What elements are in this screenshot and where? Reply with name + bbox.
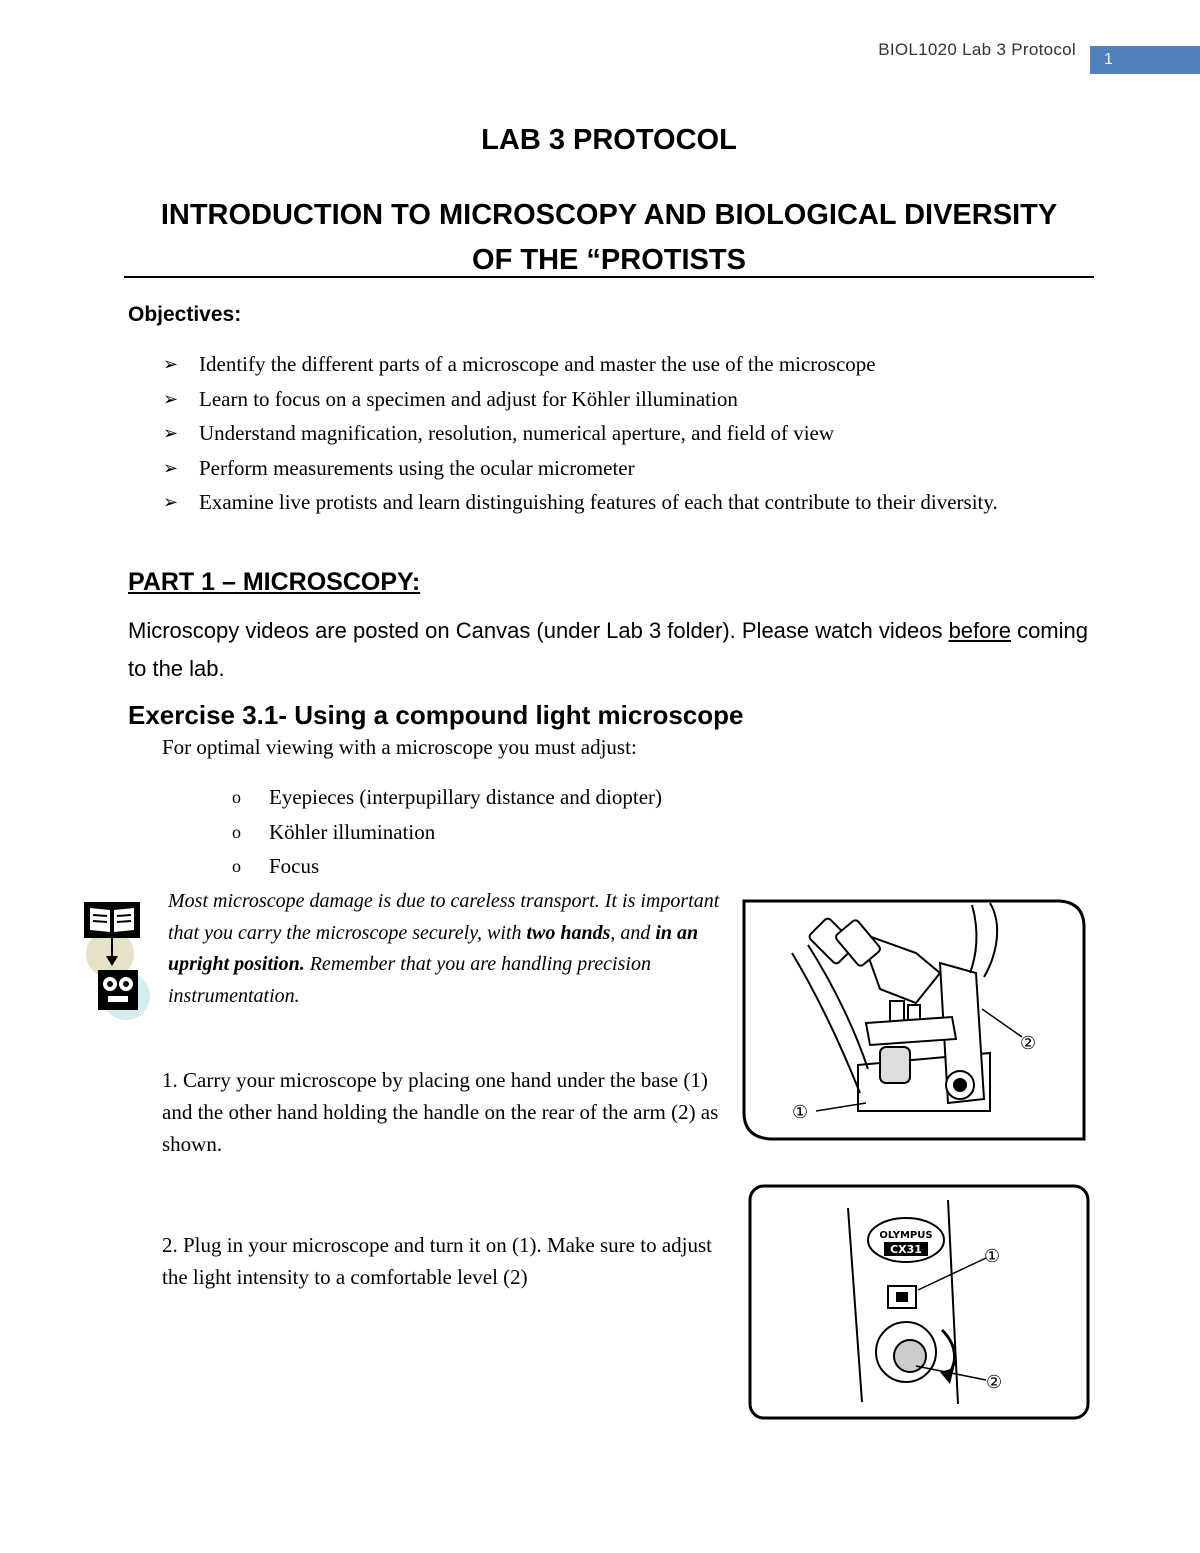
caution-reader-icon [80,896,156,1022]
page-number: 1 [1104,51,1113,68]
list-item: ➢ Identify the different parts of a microscope and master the use of the microscope [163,347,1083,382]
power-switch-figure [746,1180,1092,1422]
model-label: CX31 [890,1243,922,1256]
subtitle-line-1: INTRODUCTION TO MICROSCOPY AND BIOLOGICAL DIVERSITY [160,199,1058,231]
list-item: o Eyepieces (interpupillary distance and diopter) [232,780,662,815]
list-item: ➢ Perform measurements using the ocular micrometer [163,451,1083,486]
adjust-list [232,780,662,884]
page-number-box [1090,46,1200,74]
list-item: ➢ Understand magnification, resolution, numerical aperture, and field of view [163,416,1083,451]
page-title: LAB 3 PROTOCOL [481,124,737,156]
transport-warning: Most microscope damage is due to careless transport. It is important that you carry the microscope securely, with two hands, and in an upright position. Remember that you are handling precision instrumentation. [168,890,720,1007]
step-2-text: 2. Plug in your microscope and turn it on (1). Make sure to adjust the light intensity to a comfortable level (2) [162,1233,712,1289]
callout-2: ② [1020,1033,1037,1054]
exercise-heading: Exercise 3.1- Using a compound light microscope [128,700,744,730]
part1-heading: PART 1 – MICROSCOPY: [128,568,421,596]
circle-bullet-icon: o [232,856,241,876]
list-item: ➢ Examine live protists and learn distinguishing features of each that contribute to their diversity. [163,485,1083,520]
arrow-bullet-icon: ➢ [163,354,179,374]
emphasis-before: before [948,618,1011,643]
circle-bullet-icon: o [232,821,241,842]
circle-bullet-icon: o [232,787,241,807]
subtitle-line-2: OF THE “PROTISTS [472,244,746,276]
callout-1: ① [792,1102,809,1123]
list-item: o Focus [232,849,662,884]
objectives-heading: Objectives: [128,303,242,326]
page-subtitle [0,193,1200,283]
list-item: o Köhler illumination [232,815,662,850]
arrow-bullet-icon: ➢ [163,388,179,409]
arrow-bullet-icon: ➢ [163,492,179,512]
title-divider [124,276,1094,278]
callout-1: ① [984,1246,1001,1267]
arrow-bullet-icon: ➢ [163,457,179,478]
callout-2: ② [986,1372,1003,1393]
brand-label: OLYMPUS [879,1230,933,1241]
carry-microscope-figure [740,893,1088,1145]
arrow-bullet-icon: ➢ [163,423,179,443]
list-item: ➢ Learn to focus on a specimen and adjust for Köhler illumination [163,382,1083,417]
running-header: BIOL1020 Lab 3 Protocol [878,40,1076,59]
step-1-text: 1. Carry your microscope by placing one hand under the base (1) and the other hand holding the handle on the rear of the arm (2) as shown. [162,1068,719,1156]
exercise-intro: For optimal viewing with a microscope you must adjust: [162,735,637,759]
objectives-list [163,347,1083,520]
part1-intro: Microscopy videos are posted on Canvas (under Lab 3 folder). Please watch videos before coming to the lab. [128,618,1088,681]
